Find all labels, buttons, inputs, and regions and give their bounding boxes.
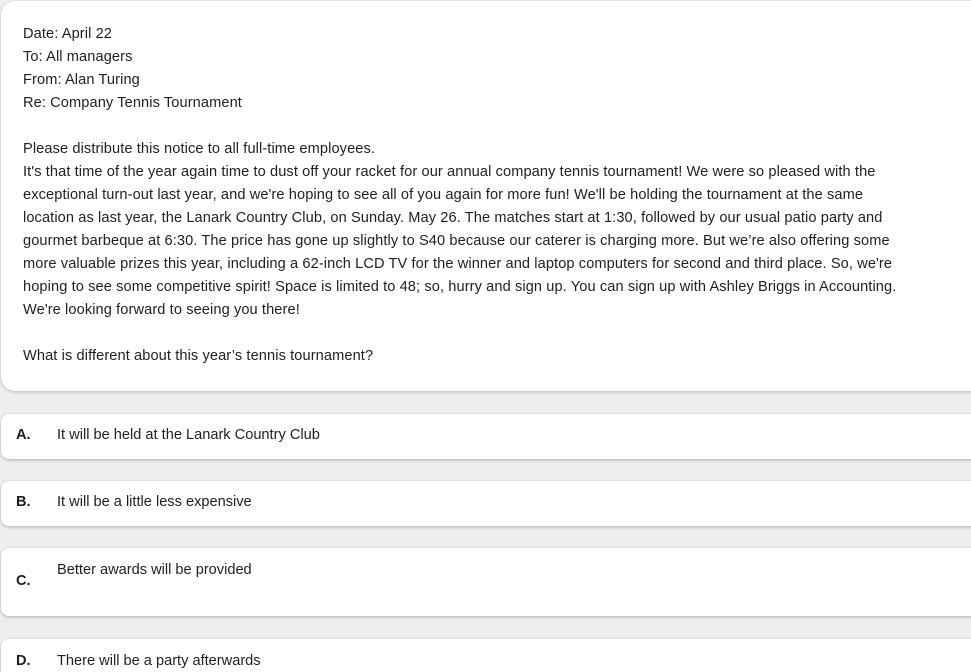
memo-body-line: location as last year, the Lanark Country Club, on Sunday. May 26. The matches start at 1:30, followed by our usual patio party and (23, 210, 883, 226)
memo-body-line: We're looking forward to seeing you there! (23, 302, 300, 318)
passage-card (1, 1, 971, 391)
option-text: Better awards will be provided (57, 562, 252, 578)
option-text: It will be held at the Lanark Country Club (57, 427, 320, 443)
option-letter: C. (16, 573, 31, 589)
option-letter: A. (16, 427, 31, 443)
spacer (23, 115, 958, 138)
option-a[interactable] (1, 414, 971, 459)
option-d[interactable] (1, 639, 971, 672)
memo-body-line: hoping to see some competitive spirit! Space is limited to 48; so, hurry and sign up. You can sign up with Ashley Briggs in Accounting. (23, 279, 897, 295)
memo-to: To: All managers (23, 49, 133, 65)
spacer (23, 322, 958, 345)
option-letter: B. (16, 494, 31, 510)
option-letter: D. (16, 653, 31, 669)
memo-subject: Re: Company Tennis Tournament (23, 95, 242, 111)
question-text: What is different about this year’s tennis tournament? (23, 348, 374, 364)
memo-date: Date: April 22 (23, 26, 113, 42)
option-text: There will be a party afterwards (57, 653, 261, 669)
option-c[interactable] (1, 548, 971, 616)
memo-body-line: It's that time of the year again time to dust off your racket for our annual company tennis tournament! We were so pleased with the (23, 164, 876, 180)
memo-body-line: gourmet barbeque at 6:30. The price has gone up slightly to S40 because our caterer is charging more. But we’re also offering some (23, 233, 890, 249)
memo-body-line: exceptional turn-out last year, and we're hoping to see all of you again for more fun! We'll be holding the tournament at the same (23, 187, 864, 203)
passage-text (23, 23, 958, 368)
option-b[interactable] (1, 481, 971, 526)
memo-from: From: Alan Turing (23, 72, 140, 88)
memo-intro: Please distribute this notice to all full-time employees. (23, 141, 376, 157)
option-text: It will be a little less expensive (57, 494, 252, 510)
memo-body-line: more valuable prizes this year, including a 62-inch LCD TV for the winner and laptop computers for second and third place. So, we're (23, 256, 893, 272)
